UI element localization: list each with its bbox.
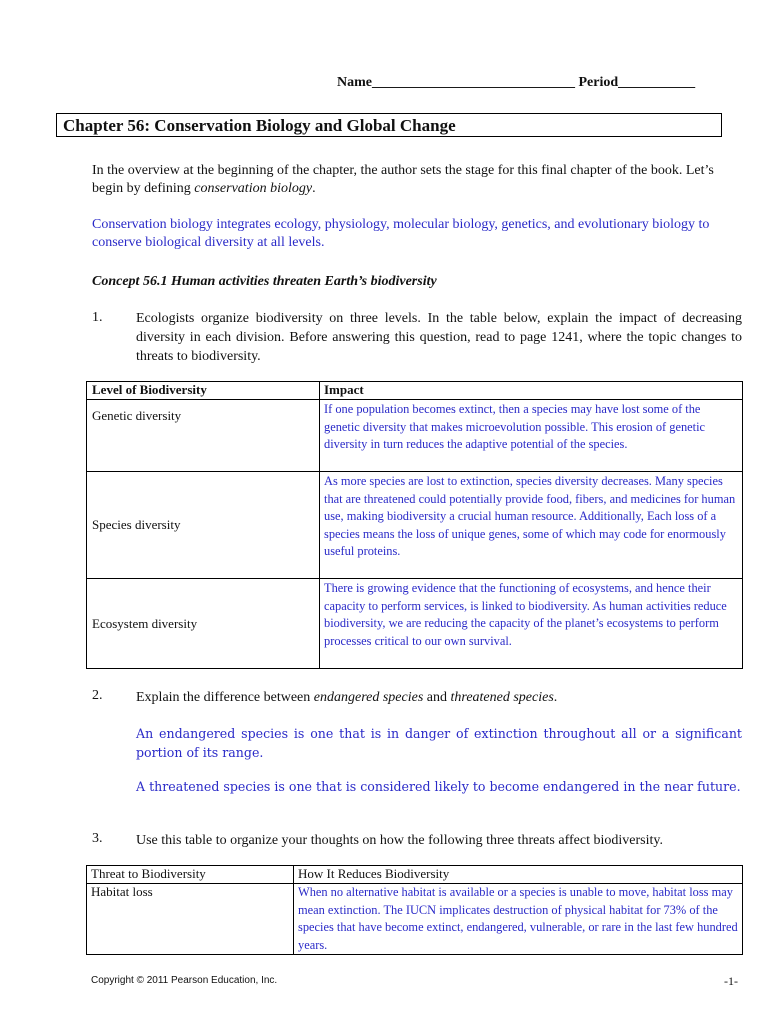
conservation-biology-answer: Conservation biology integrates ecology, physiology, molecular biology, genetics, and evolutionary biology to conserve biological diversity at all levels. [92, 217, 710, 250]
intro-text-before: In the overview at the beginning of the chapter, the author sets the stage for this final chapter of the book. Let’s begin by defining [92, 163, 714, 196]
table-header-how: How It Reduces Biodiversity [294, 866, 743, 884]
intro-paragraph [92, 162, 732, 198]
impact-cell: If one population becomes extinct, then a species may have lost some of the genetic diversity that makes microevolution possible. This erosion of genetic diversity in turn reduces the adaptive potential of the species. [320, 400, 743, 472]
q3-number: 3. [92, 831, 103, 846]
q2-text-after: . [553, 690, 558, 705]
q2-text-mid: and [423, 690, 451, 705]
q2-text [136, 688, 742, 707]
threat-impact-cell: When no alternative habitat is available or a species is unable to move, habitat loss may mean extinction. The IUCN implicates destruction of physical habitat for 73% of the species that have become extinct, endangered, vulnerable, or rare in the last few hundred years. [294, 884, 743, 955]
impact-cell: As more species are lost to extinction, species diversity decreases. Many species that are threatened could potentially provide food, fibers, and medicines for human use, making biodiversity a crucial human resource. Additionally, Each loss of a species means the loss of unique genes, some of which may code for enormously useful proteins. [320, 472, 743, 579]
q3-text: Use this table to organize your thoughts on how the following three threats affect biodiversity. [136, 833, 663, 848]
q1-number: 1. [92, 310, 103, 325]
level-cell: Ecosystem diversity [87, 579, 320, 669]
q2-term-endangered: endangered species [313, 690, 424, 705]
table-row [87, 472, 743, 579]
q2-number: 2. [92, 688, 103, 703]
table-header-impact: Impact [320, 382, 743, 400]
q2-term-threatened: threatened species [450, 690, 554, 705]
q2-text-before: Explain the difference between [136, 690, 314, 705]
q1-text: Ecologists organize biodiversity on three levels. In the table below, explain the impact of decreasing diversity in each division. Before answering this question, read to page 1241, where the topic changes to threats to biodiversity. [136, 311, 742, 364]
table-header-threat: Threat to Biodiversity [87, 866, 294, 884]
table-row [87, 400, 743, 472]
footer-page-number: -1- [724, 974, 738, 988]
level-cell: Genetic diversity [87, 400, 320, 472]
threat-cell: Habitat loss [87, 884, 294, 955]
table-header-row [87, 866, 743, 884]
footer-copyright: Copyright © 2011 Pearson Education, Inc. [91, 975, 278, 986]
level-cell: Species diversity [87, 472, 320, 579]
chapter-title: Chapter 56: Conservation Biology and Global Change [63, 116, 456, 135]
q2-answer-threatened: A threatened species is one that is considered likely to become endangered in the near future. [136, 779, 741, 794]
concept-heading: Concept 56.1 Human activities threaten Earth’s biodiversity [92, 274, 437, 289]
table-header-level: Level of Biodiversity [87, 382, 320, 400]
table-header-row [87, 382, 743, 400]
q2-answer-endangered: An endangered species is one that is in danger of extinction throughout all or a significant portion of its range. [136, 726, 742, 760]
threats-table [86, 865, 743, 955]
name-period-line: Name_____________________________ Period___________ [337, 75, 696, 90]
impact-cell: There is growing evidence that the functioning of ecosystems, and hence their capacity to perform services, is linked to biodiversity. As human activities reduce biodiversity, we are reducing the capacity of the planet’s ecosystems to perform processes critical to our own survival. [320, 579, 743, 669]
table-row [87, 579, 743, 669]
table-row [87, 884, 743, 955]
intro-term: conservation biology [194, 181, 313, 196]
biodiversity-levels-table [86, 381, 743, 669]
intro-text-after: . [312, 181, 316, 196]
